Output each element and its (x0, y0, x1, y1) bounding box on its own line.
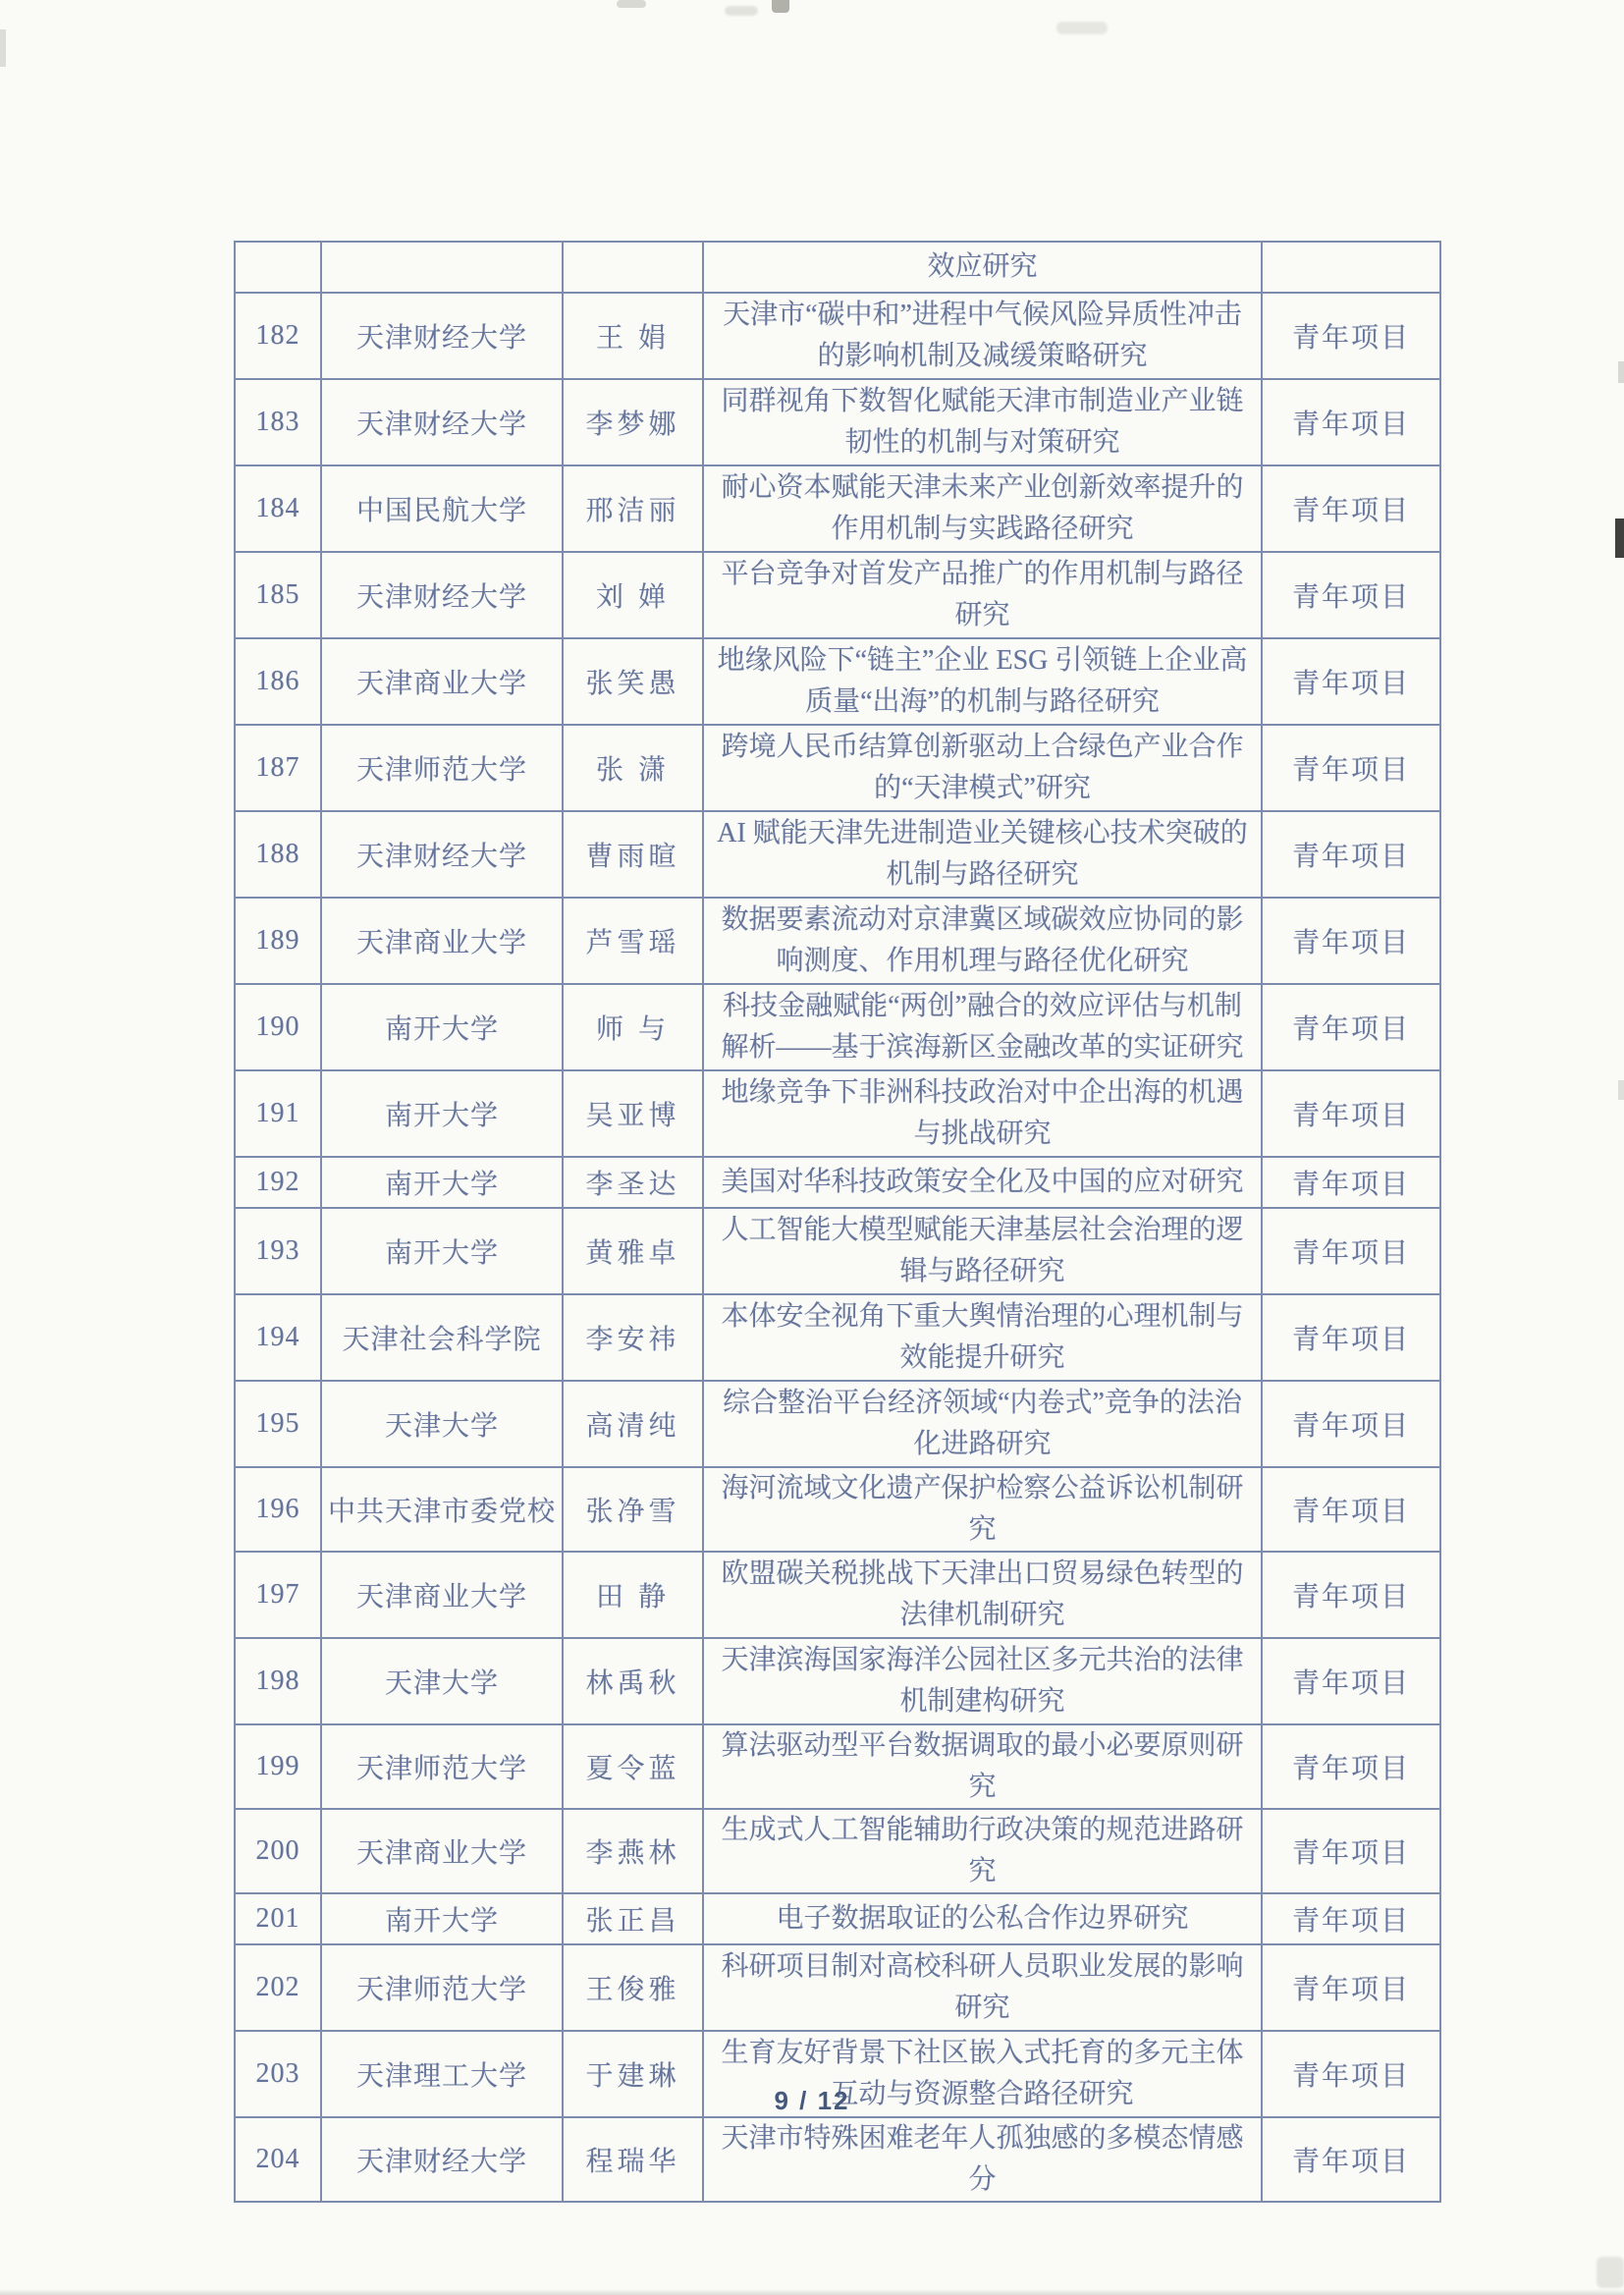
project-category-cell: 青年项目 (1262, 1157, 1440, 1208)
project-title-cell: 耐心资本赋能天津未来产业创新效率提升的作用机制与实践路径研究 (703, 465, 1262, 552)
project-title-cell: 科研项目制对高校科研人员职业发展的影响研究 (703, 1944, 1262, 2031)
university-cell: 天津商业大学 (321, 1809, 563, 1893)
row-number-cell: 192 (235, 1157, 321, 1208)
scan-artifact-bottom-edge (0, 2289, 1624, 2295)
project-category-cell: 青年项目 (1262, 725, 1440, 811)
person-name-cell: 王俊雅 (563, 1944, 703, 2031)
project-category-cell: 青年项目 (1262, 293, 1440, 379)
project-title-cell: 人工智能大模型赋能天津基层社会治理的逻辑与路径研究 (703, 1208, 1262, 1294)
project-category-cell: 青年项目 (1262, 1809, 1440, 1893)
table-row (235, 1724, 1440, 1809)
university-cell: 南开大学 (321, 984, 563, 1070)
project-title-cell: 美国对华科技政策安全化及中国的应对研究 (703, 1157, 1262, 1208)
person-name-cell: 李梦娜 (563, 379, 703, 465)
scan-artifact-top-smudge (617, 0, 646, 8)
project-category-cell: 青年项目 (1262, 984, 1440, 1070)
row-number-cell: 191 (235, 1070, 321, 1157)
project-title-cell: 天津市特殊困难老年人孤独感的多模态情感分 (703, 2117, 1262, 2202)
row-number-cell: 203 (235, 2031, 321, 2117)
table-row (235, 1070, 1440, 1157)
table-row (235, 1893, 1440, 1944)
project-title-cell: 天津滨海国家海洋公园社区多元共治的法律机制建构研究 (703, 1638, 1262, 1724)
project-category-cell: 青年项目 (1262, 1294, 1440, 1381)
university-cell: 天津商业大学 (321, 898, 563, 984)
row-number-cell: 201 (235, 1893, 321, 1944)
table-row (235, 1944, 1440, 2031)
table-row (235, 1294, 1440, 1381)
person-name-cell: 张正昌 (563, 1893, 703, 1944)
project-title-cell: 海河流域文化遗产保护检察公益诉讼机制研究 (703, 1467, 1262, 1552)
row-number-cell: 188 (235, 811, 321, 898)
table-row (235, 1638, 1440, 1724)
university-cell: 天津财经大学 (321, 811, 563, 898)
project-title-fragment: 效应研究 (703, 242, 1262, 293)
table-row (235, 1381, 1440, 1467)
project-title-cell: 数据要素流动对京津冀区域碳效应协同的影响测度、作用机理与路径优化研究 (703, 898, 1262, 984)
scan-artifact-top-right (1056, 22, 1108, 34)
project-category-cell: 青年项目 (1262, 1944, 1440, 2031)
university-cell: 天津财经大学 (321, 379, 563, 465)
table-row (235, 1208, 1440, 1294)
project-category-cell: 青年项目 (1262, 1724, 1440, 1809)
table-row (235, 465, 1440, 552)
row-number-cell: 204 (235, 2117, 321, 2202)
person-name-cell: 程瑞华 (563, 2117, 703, 2202)
university-cell: 天津理工大学 (321, 2031, 563, 2117)
scan-artifact-right-dash (1615, 519, 1624, 558)
university-cell: 天津大学 (321, 1638, 563, 1724)
university-cell: 南开大学 (321, 1893, 563, 1944)
table-row (235, 898, 1440, 984)
project-category-cell: 青年项目 (1262, 2117, 1440, 2202)
project-category-cell: 青年项目 (1262, 638, 1440, 725)
row-number-cell (235, 242, 321, 293)
table-row (235, 984, 1440, 1070)
project-category-cell: 青年项目 (1262, 811, 1440, 898)
person-name-cell: 夏令蓝 (563, 1724, 703, 1809)
row-number-cell: 198 (235, 1638, 321, 1724)
person-name-cell: 于建琳 (563, 2031, 703, 2117)
row-number-cell: 202 (235, 1944, 321, 2031)
project-title-cell: 生成式人工智能辅助行政决策的规范进路研究 (703, 1809, 1262, 1893)
person-name-cell (563, 242, 703, 293)
project-title-cell: 综合整治平台经济领域“内卷式”竞争的法治化进路研究 (703, 1381, 1262, 1467)
project-title-cell: 电子数据取证的公私合作边界研究 (703, 1893, 1262, 1944)
row-number-cell: 186 (235, 638, 321, 725)
university-cell: 天津师范大学 (321, 725, 563, 811)
person-name-cell: 刘 婵 (563, 552, 703, 638)
table-row (235, 1157, 1440, 1208)
row-number-cell: 190 (235, 984, 321, 1070)
project-title-cell: 跨境人民币结算创新驱动上合绿色产业合作的“天津模式”研究 (703, 725, 1262, 811)
scan-artifact-right-tick (1618, 1080, 1624, 1100)
university-cell: 天津财经大学 (321, 293, 563, 379)
scan-artifact-right-tick (1618, 361, 1624, 383)
person-name-cell: 李燕林 (563, 1809, 703, 1893)
university-cell: 天津商业大学 (321, 638, 563, 725)
table-row (235, 725, 1440, 811)
person-name-cell: 李圣达 (563, 1157, 703, 1208)
person-name-cell: 林禹秋 (563, 1638, 703, 1724)
scan-artifact-left-tick (0, 29, 6, 67)
table-row (235, 293, 1440, 379)
university-cell: 南开大学 (321, 1208, 563, 1294)
project-title-cell: 平台竞争对首发产品推广的作用机制与路径研究 (703, 552, 1262, 638)
person-name-cell: 曹雨暄 (563, 811, 703, 898)
project-title-cell: AI 赋能天津先进制造业关键核心技术突破的机制与路径研究 (703, 811, 1262, 898)
university-cell: 天津社会科学院 (321, 1294, 563, 1381)
row-number-cell: 200 (235, 1809, 321, 1893)
project-category-cell: 青年项目 (1262, 379, 1440, 465)
person-name-cell: 张净雪 (563, 1467, 703, 1552)
projects-table (234, 241, 1441, 2203)
person-name-cell: 师 与 (563, 984, 703, 1070)
page-number: 9 / 12 (774, 2086, 850, 2115)
person-name-cell: 张 潇 (563, 725, 703, 811)
scan-artifact-bottom-corner (1597, 2257, 1624, 2288)
project-category-cell: 青年项目 (1262, 1070, 1440, 1157)
project-category-cell: 青年项目 (1262, 1208, 1440, 1294)
project-category-cell: 青年项目 (1262, 552, 1440, 638)
university-cell: 天津商业大学 (321, 1552, 563, 1638)
scan-artifact-top-smudge (725, 6, 758, 16)
university-cell: 天津大学 (321, 1381, 563, 1467)
person-name-cell: 张笑愚 (563, 638, 703, 725)
row-number-cell: 199 (235, 1724, 321, 1809)
row-number-cell: 182 (235, 293, 321, 379)
row-number-cell: 185 (235, 552, 321, 638)
row-number-cell: 189 (235, 898, 321, 984)
person-name-cell: 田 静 (563, 1552, 703, 1638)
project-category-cell: 青年项目 (1262, 465, 1440, 552)
project-category-cell: 青年项目 (1262, 1893, 1440, 1944)
person-name-cell: 芦雪瑶 (563, 898, 703, 984)
table-row (235, 1809, 1440, 1893)
project-title-cell: 本体安全视角下重大舆情治理的心理机制与效能提升研究 (703, 1294, 1262, 1381)
row-number-cell: 183 (235, 379, 321, 465)
university-cell: 南开大学 (321, 1070, 563, 1157)
project-title-cell: 欧盟碳关税挑战下天津出口贸易绿色转型的法律机制研究 (703, 1552, 1262, 1638)
project-category-cell: 青年项目 (1262, 1638, 1440, 1724)
scan-artifact-top-blob (772, 0, 789, 13)
project-title-cell: 地缘风险下“链主”企业 ESG 引领链上企业高质量“出海”的机制与路径研究 (703, 638, 1262, 725)
project-title-cell: 同群视角下数智化赋能天津市制造业产业链韧性的机制与对策研究 (703, 379, 1262, 465)
university-cell: 天津师范大学 (321, 1724, 563, 1809)
project-category-cell: 青年项目 (1262, 1381, 1440, 1467)
table-row (235, 1467, 1440, 1552)
university-cell: 中共天津市委党校 (321, 1467, 563, 1552)
row-number-cell: 196 (235, 1467, 321, 1552)
university-cell: 天津师范大学 (321, 1944, 563, 2031)
person-name-cell: 吴亚博 (563, 1070, 703, 1157)
table-row (235, 811, 1440, 898)
row-number-cell: 193 (235, 1208, 321, 1294)
university-cell: 天津财经大学 (321, 552, 563, 638)
project-title-cell: 算法驱动型平台数据调取的最小必要原则研究 (703, 1724, 1262, 1809)
project-title-cell: 生育友好背景下社区嵌入式托育的多元主体互动与资源整合路径研究 (703, 2031, 1262, 2117)
carryover-row (235, 242, 1440, 293)
row-number-cell: 187 (235, 725, 321, 811)
row-number-cell: 197 (235, 1552, 321, 1638)
project-category-cell: 青年项目 (1262, 1552, 1440, 1638)
person-name-cell: 黄雅卓 (563, 1208, 703, 1294)
table-row (235, 552, 1440, 638)
university-cell: 天津财经大学 (321, 2117, 563, 2202)
row-number-cell: 195 (235, 1381, 321, 1467)
university-cell: 南开大学 (321, 1157, 563, 1208)
person-name-cell: 李安祎 (563, 1294, 703, 1381)
person-name-cell: 王 娟 (563, 293, 703, 379)
person-name-cell: 邢洁丽 (563, 465, 703, 552)
project-category-cell (1262, 242, 1440, 293)
table-row (235, 638, 1440, 725)
project-title-cell: 地缘竞争下非洲科技政治对中企出海的机遇与挑战研究 (703, 1070, 1262, 1157)
university-cell (321, 242, 563, 293)
university-cell: 中国民航大学 (321, 465, 563, 552)
person-name-cell: 高清纯 (563, 1381, 703, 1467)
row-number-cell: 194 (235, 1294, 321, 1381)
project-category-cell: 青年项目 (1262, 1467, 1440, 1552)
project-title-cell: 天津市“碳中和”进程中气候风险异质性冲击的影响机制及减缓策略研究 (703, 293, 1262, 379)
project-category-cell: 青年项目 (1262, 2031, 1440, 2117)
row-number-cell: 184 (235, 465, 321, 552)
table-row (235, 2117, 1440, 2202)
table-row (235, 379, 1440, 465)
project-title-cell: 科技金融赋能“两创”融合的效应评估与机制解析——基于滨海新区金融改革的实证研究 (703, 984, 1262, 1070)
table-row (235, 1552, 1440, 1638)
project-category-cell: 青年项目 (1262, 898, 1440, 984)
